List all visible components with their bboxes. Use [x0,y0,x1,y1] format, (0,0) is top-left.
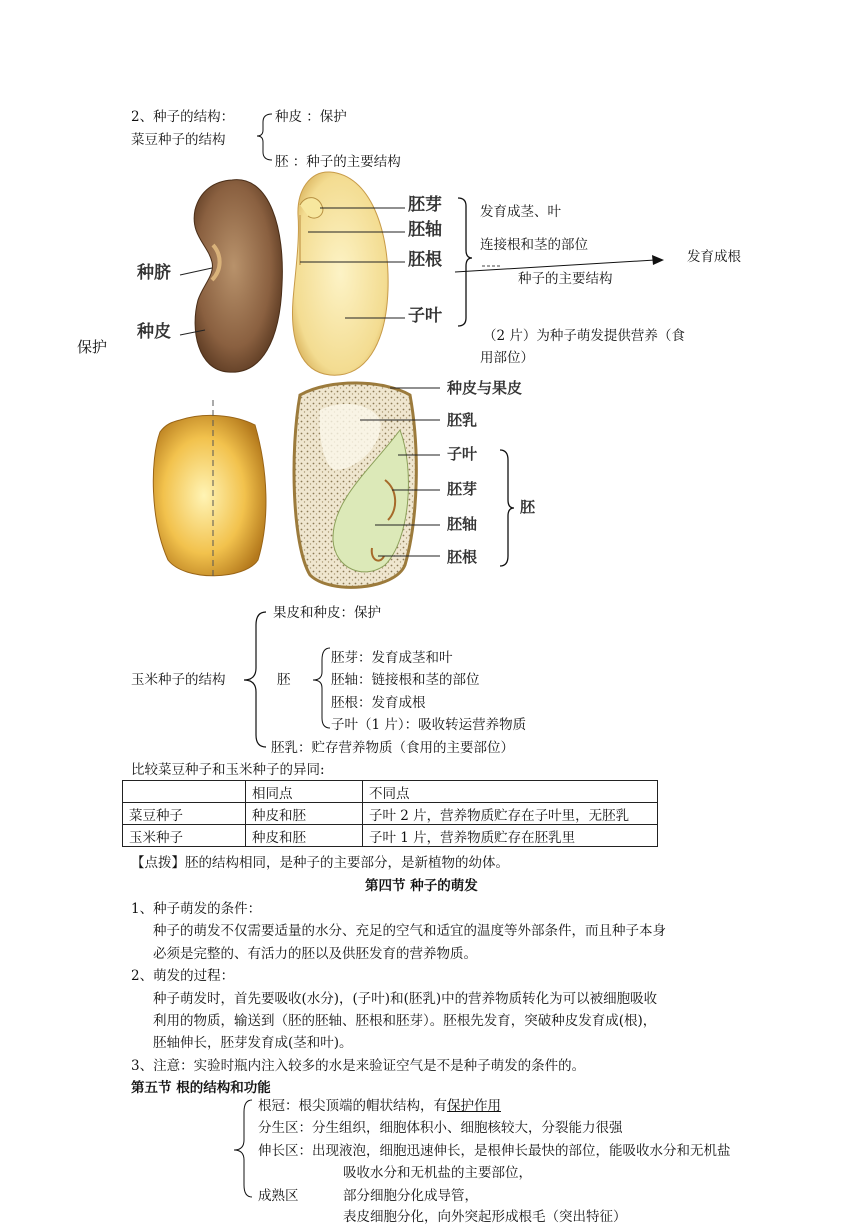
label-hilum: 种脐 [137,263,171,283]
compare-table [122,780,658,847]
bean-seed-inner [292,172,388,375]
note-radicle: 发育成根 [687,249,741,265]
section-heading: 2、种子的结构： [131,109,235,125]
germination-p1-line2: 必须是完整的、有活力的胚以及供胚发育的营养物质。 [153,946,477,962]
table-cell: 菜豆种子 [123,803,246,825]
table-cell: 子叶 1 片，营养物质贮存在胚乳里 [363,825,658,847]
corn-embryo-text: 胚 [277,672,291,688]
label-corn-cotyledon: 子叶 [447,445,478,463]
germination-p2-head: 2、萌发的过程： [131,968,235,984]
arrow-head [652,255,664,265]
corn-seed-outer [153,400,266,580]
label-hypocotyl: 胚轴 [408,220,442,240]
corn-cotyledon-text: 子叶（1 片）：吸收转运营养物质 [331,717,527,733]
corn-outer-brace [244,612,266,747]
root-elongation-text-2: 吸收水分和无机盐的主要部位， [343,1165,532,1181]
label-corn-coat: 种皮与果皮 [447,379,523,397]
table-row [123,803,658,825]
root-elongation-text: 伸长区：出现液泡，细胞迅速伸长，是根伸长最快的部位，能吸收水分和无机盐 [258,1143,731,1159]
label-plumule: 胚芽 [408,195,442,215]
corn-seed-inner [294,383,416,587]
corn-radicle-text: 胚根：发育成根 [331,695,426,711]
table-cell: 种皮和胚 [246,803,363,825]
table-cell: 子叶 2 片，营养物质贮存在子叶里，无胚乳 [363,803,658,825]
root-title: 第五节 根的结构和功能 [131,1080,271,1096]
label-cotyledon: 子叶 [408,306,442,326]
bean-label-brace [458,198,472,326]
label-radicle: 胚根 [408,250,442,270]
label-corn-embryo: 胚 [520,498,536,516]
germination-p2-line2: 利用的物质，输送到（胚的胚轴、胚根和胚芽）。胚根先发育，突破种皮发育成(根)， [153,1013,657,1029]
label-corn-hypocotyl: 胚轴 [447,515,478,533]
note-cotyledon-1: （2 片）为种子萌发提供营养（食 [483,328,685,344]
bean-coat-text: 种皮 ：保护 [275,109,347,125]
note-plumule: 发育成茎、叶 [480,204,561,220]
leader-hilum [180,268,212,275]
root-brace [234,1100,252,1197]
bean-embryo-text: 胚 ：种子的主要结构 [275,154,401,170]
germination-p2-line3: 胚轴伸长，胚芽发育成(茎和叶)。 [153,1035,353,1051]
root-mature-text-2: 表皮细胞分化，向外突起形成根毛（突出特征） [343,1209,627,1225]
table-cell: 种皮和胚 [246,825,363,847]
germination-p1-line1: 种子的萌发不仅需要适量的水分、充足的空气和适宜的温度等外部条件，而且种子本身 [153,923,666,939]
bean-brace [257,114,272,160]
tip-text: 【点拨】胚的结构相同，是种子的主要部分，是新植物的幼体。 [131,855,509,871]
table-row [123,825,658,847]
table-header-cell: 相同点 [246,781,363,803]
note-hypocotyl: 连接根和茎的部位 [480,237,588,253]
table-header-row [123,781,658,803]
label-corn-plumule: 胚芽 [447,480,478,498]
root-mature-text-1: 部分细胞分化成导管， [343,1188,478,1204]
corn-embryo-text-brace [313,648,330,728]
corn-plumule-text: 胚芽：发育成茎和叶 [331,650,453,666]
germination-p1-head: 1、种子萌发的条件： [131,901,262,917]
root-meristem-text: 分生区：分生组织，细胞体积小、细胞核较大，分裂能力很强 [258,1120,623,1136]
note-cotyledon-2: 用部位） [480,350,534,366]
bean-seed-outer [194,180,282,372]
label-corn-radicle: 胚根 [447,548,478,566]
table-cell: 玉米种子 [123,825,246,847]
germination-p2-line1: 种子萌发时，首先要吸收(水分)，(子叶)和(胚乳)中的营养物质转化为可以被细胞吸收 [153,991,658,1007]
corn-endosperm-text: 胚乳：贮存营养物质（食用的主要部位） [271,740,514,756]
note-main: 种子的主要结构 [518,271,613,287]
root-mature-label: 成熟区 [258,1188,299,1204]
table-header-cell: 不同点 [363,781,658,803]
corn-structure-label: 玉米种子的结构 [131,672,226,688]
compare-title: 比较菜豆种子和玉米种子的异同: [131,762,325,778]
root-cap-function: 保护作用 [447,1098,501,1114]
label-coat: 种皮 [137,322,171,342]
root-cap-text [258,1097,501,1115]
corn-coat-text: 果皮和种皮：保护 [273,605,381,621]
table-header-cell [123,781,246,803]
protect-text: 保护 [77,338,108,356]
bean-structure-label: 菜豆种子的结构 [131,132,226,148]
corn-hypocotyl-text: 胚轴：链接根和茎的部位 [331,672,480,688]
root-cap-label: 根冠：根尖顶端的帽状结构，有 [258,1098,447,1114]
label-endosperm: 胚乳 [447,411,478,429]
corn-embryo-brace [500,450,514,566]
germination-title: 第四节 种子的萌发 [365,878,478,894]
germination-p3: 3、注意：实验时瓶内注入较多的水是来验证空气是不是种子萌发的条件的。 [131,1058,586,1074]
